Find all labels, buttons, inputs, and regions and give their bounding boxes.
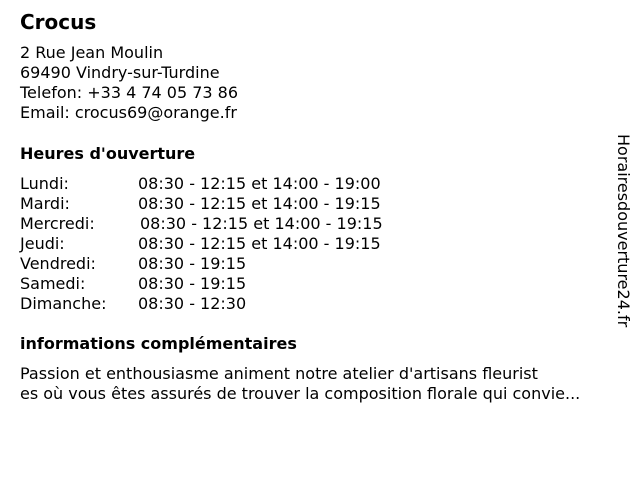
day-label: Samedi: [20, 274, 86, 293]
day-label: Mardi: [20, 194, 70, 213]
time-range: 08:30 - 12:15 et 14:00 - 19:15 [140, 214, 383, 233]
opening-hours-heading: Heures d'ouverture [20, 144, 196, 163]
description-line: Passion et enthousiasme animent notre atelier d'artisans fleurist [20, 364, 538, 383]
time-range: 08:30 - 19:15 [138, 274, 247, 293]
watermark-text: Horairesdouverture24.fr [614, 134, 633, 328]
description-line: es où vous êtes assurés de trouver la composition florale qui convie... [20, 384, 581, 403]
time-range: 08:30 - 12:15 et 14:00 - 19:15 [138, 234, 381, 253]
phone-line: Telefon: +33 4 74 05 73 86 [20, 83, 239, 102]
contact-block [20, 43, 238, 123]
address-line-street: 2 Rue Jean Moulin [20, 43, 164, 62]
time-range: 08:30 - 19:15 [138, 254, 247, 273]
email-line: Email: crocus69@orange.fr [20, 103, 237, 122]
day-label: Mercredi: [20, 214, 95, 233]
business-name: Crocus [20, 10, 97, 34]
time-range: 08:30 - 12:15 et 14:00 - 19:15 [138, 194, 381, 213]
time-range: 08:30 - 12:30 [138, 294, 247, 313]
day-label: Dimanche: [20, 294, 107, 313]
site-watermark [610, 134, 636, 344]
day-label: Lundi: [20, 174, 69, 193]
time-range: 08:30 - 12:15 et 14:00 - 19:00 [138, 174, 381, 193]
address-line-city: 69490 Vindry-sur-Turdine [20, 63, 220, 82]
business-card [20, 0, 620, 480]
additional-info-text [20, 364, 630, 404]
day-label: Jeudi: [20, 234, 65, 253]
additional-info-heading: informations complémentaires [20, 334, 297, 353]
day-label: Vendredi: [20, 254, 96, 273]
